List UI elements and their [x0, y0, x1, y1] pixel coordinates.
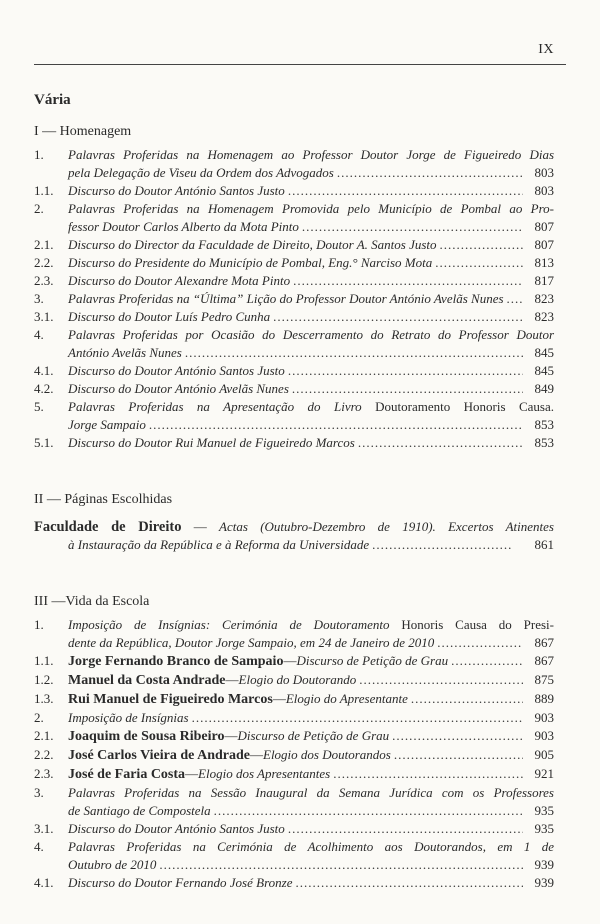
- entry-title: Discurso do Doutor Rui Manuel de Figueiredo Marcos: [68, 435, 355, 450]
- entry-body: [68, 690, 554, 709]
- entry-line: [68, 344, 554, 362]
- entry-bold-name: Manuel da Costa Andrade: [68, 673, 226, 688]
- entry-dash: —: [272, 691, 286, 706]
- entry-line: [68, 856, 554, 874]
- entry-number: 3.1.: [34, 309, 54, 324]
- entry-line: [68, 416, 554, 434]
- entry-body: [68, 838, 554, 874]
- entry-bold-name: Joaquim de Sousa Ribeiro: [68, 729, 225, 744]
- entry-line: [68, 671, 554, 690]
- entry-bold-name: Jorge Fernando Branco de Sampaio: [68, 654, 284, 669]
- entry-body: [68, 727, 554, 746]
- entry-number: 2.3.: [34, 766, 54, 781]
- entry-title: António Avelãs Nunes: [68, 345, 182, 360]
- entry-line: [68, 290, 554, 308]
- entry-dash: —: [283, 653, 297, 668]
- entry-line: [68, 164, 554, 182]
- section-heading: III —Vida da Escola: [34, 594, 150, 609]
- leader-dots: [149, 416, 523, 434]
- entry-page: 905: [534, 747, 554, 762]
- entry-title: Imposição de Insígnias: [68, 710, 189, 725]
- toc-entry: [34, 746, 554, 765]
- entry-number: 3.1.: [34, 821, 54, 836]
- toc-entry: [34, 671, 554, 690]
- leader-dots: [451, 652, 523, 670]
- leader-dots: [337, 164, 523, 182]
- leader-dots: [392, 727, 523, 745]
- entry-body: [68, 326, 554, 362]
- entry-line: [68, 727, 554, 746]
- entry-body: [68, 616, 554, 652]
- entry-dash: —: [185, 766, 199, 781]
- entry-page: 807: [534, 219, 554, 234]
- table-of-contents: [34, 92, 554, 892]
- leader-dots: [411, 690, 523, 708]
- section-entries: [34, 616, 554, 892]
- entry-line: [68, 709, 554, 727]
- entry-page: 823: [534, 291, 554, 306]
- leader-dots: [302, 218, 523, 236]
- entry-page: 867: [534, 635, 554, 650]
- section-heading: II — Páginas Escolhidas: [34, 492, 173, 507]
- toc-entry: [34, 200, 554, 236]
- entry-body: [68, 308, 554, 326]
- entry-body: [68, 380, 554, 398]
- entry-body: [68, 272, 554, 290]
- leader-dots: [159, 856, 523, 874]
- toc-entry: [34, 838, 554, 874]
- toc-entry: [34, 784, 554, 820]
- leader-dots: [185, 344, 523, 362]
- entry-number: 4.2.: [34, 381, 54, 396]
- leader-dots: [507, 290, 523, 308]
- leader-dots: [333, 765, 523, 783]
- entry-bold-name: Faculdade de Direito: [34, 519, 182, 535]
- entry-number: 5.: [34, 399, 44, 414]
- leader-dots: [394, 746, 523, 764]
- entry-title: dente da República, Doutor Jorge Sampaio, em 24 de Janeiro de 2010: [68, 635, 435, 650]
- entry-body: [68, 254, 554, 272]
- entry-number: 2.1.: [34, 237, 54, 252]
- entry-page: 813: [534, 255, 554, 270]
- entry-page: 817: [534, 273, 554, 288]
- entry-body: [68, 709, 554, 727]
- entry-line: [68, 362, 554, 380]
- entry-number: 1.: [34, 617, 44, 632]
- toc-entry: [34, 398, 554, 434]
- entry-body: [68, 362, 554, 380]
- entry-line: [68, 652, 554, 671]
- entry-title: Actas (Outubro-Dezembro de 1910). Excertos Atinentes: [219, 519, 554, 534]
- entry-number: 2.2.: [34, 255, 54, 270]
- entry-number: 1.3.: [34, 691, 54, 706]
- entry-page: 845: [534, 363, 554, 378]
- entry-line: [68, 802, 554, 820]
- entry-line: [68, 218, 554, 236]
- entry-title: Elogio do Doutorando: [238, 672, 357, 687]
- entry-line: [68, 616, 554, 634]
- entry-dash: —: [250, 747, 263, 762]
- leader-dots: [288, 362, 523, 380]
- entry-line: [68, 784, 554, 802]
- entry-line: [68, 820, 554, 838]
- entry-title: Discurso de Petição de Grau: [237, 728, 390, 743]
- leader-dots: [273, 308, 523, 326]
- entry-title: Elogio dos Apresentantes: [198, 766, 331, 781]
- page-number: IX: [538, 42, 554, 57]
- entry-body: [68, 200, 554, 236]
- toc-entry: [34, 272, 554, 290]
- entry-line: [68, 200, 554, 218]
- entry-page: 903: [534, 728, 554, 743]
- entry-page: 935: [534, 803, 554, 818]
- entry-number: 4.1.: [34, 363, 54, 378]
- toc-entry: [34, 380, 554, 398]
- entry-number: 2.: [34, 201, 44, 216]
- entry-body: [68, 182, 554, 200]
- entry-title: Discurso do Doutor António Avelãs Nunes: [68, 381, 289, 396]
- entry-number: 2.1.: [34, 728, 54, 743]
- leader-dots: [358, 434, 523, 452]
- entry-title: Palavras Proferidas por Ocasião do Descerramento do Retrato do Professor Doutor: [68, 327, 554, 342]
- toc-entry: [34, 616, 554, 652]
- entry-body: [68, 236, 554, 254]
- entry-title: Discurso do Doutor Luís Pedro Cunha: [68, 309, 271, 324]
- entry-body: [68, 398, 554, 434]
- leader-dots: [288, 182, 523, 200]
- entry-title: Discurso do Doutor António Santos Justo: [68, 363, 285, 378]
- leader-dots: [293, 272, 523, 290]
- entry-page: 903: [534, 710, 554, 725]
- entry-title: Discurso de Petição de Grau: [296, 653, 449, 668]
- entry-title: Palavras Proferidas na Sessão Inaugural da Semana Jurídica com os Professores: [68, 785, 554, 800]
- toc-entry: [34, 727, 554, 746]
- entry-number: 2.: [34, 710, 44, 725]
- entry-page: 803: [534, 183, 554, 198]
- toc-entry: [34, 236, 554, 254]
- entry-title: Palavras Proferidas na Apresentação do Livro: [68, 399, 362, 414]
- entry-title: Elogio do Apresentante: [285, 691, 408, 706]
- entry-body: [68, 765, 554, 784]
- entry-number: 1.: [34, 147, 44, 162]
- toc-entry: [34, 765, 554, 784]
- toc-entry: [34, 709, 554, 727]
- entry-title: Palavras Proferidas na Cerimónia de Acolhimento aos Doutorandos, em 1 de: [68, 839, 554, 854]
- entry-page: 889: [534, 691, 554, 706]
- section-homenagem: [34, 124, 554, 452]
- entry-line: [68, 146, 554, 164]
- main-heading: Vária: [34, 92, 71, 108]
- entry-page: 853: [534, 435, 554, 450]
- entry-dash: —: [181, 519, 220, 534]
- entry-title: Palavras Proferidas na Homenagem Promovida pelo Município de Pombal ao Pro-: [68, 201, 554, 216]
- entry-page: 807: [534, 237, 554, 252]
- toc-entry: [34, 820, 554, 838]
- leader-dots: [359, 671, 523, 689]
- entry-line: [68, 254, 554, 272]
- entry-line: [68, 434, 554, 452]
- entry-line: [68, 182, 554, 200]
- entry-number: 3.: [34, 785, 44, 800]
- entry-number: 4.1.: [34, 875, 54, 890]
- entry-dash: —: [224, 728, 238, 743]
- entry-number: 5.1.: [34, 435, 54, 450]
- entry-line: [68, 746, 554, 765]
- entry-line: [68, 765, 554, 784]
- entry-line: [68, 838, 554, 856]
- leader-dots: [192, 709, 523, 727]
- leader-dots: [440, 236, 523, 254]
- toc-entry: [34, 652, 554, 671]
- entry-page: 921: [534, 766, 554, 781]
- section-paginas-escolhidas: [34, 492, 554, 554]
- entry-page: 935: [534, 821, 554, 836]
- entry-title: Imposição de Insígnias: Cerimónia de Doutoramento: [68, 617, 390, 632]
- entry-body: [68, 290, 554, 308]
- entry-body: [68, 784, 554, 820]
- entry-title: à Instauração da República e à Reforma da Universidade: [68, 537, 370, 552]
- entry-book-title: Doutoramento Honoris Causa.: [375, 399, 554, 414]
- entry-line: [68, 634, 554, 652]
- entry-page: 939: [534, 875, 554, 890]
- entry-body: [68, 434, 554, 452]
- entry-bold-name: José Carlos Vieira de Andrade: [68, 748, 250, 763]
- entry-number: 2.3.: [34, 273, 54, 288]
- entry-title: Palavras Proferidas na “Última” Lição do Professor Doutor António Avelãs Nunes: [68, 291, 504, 306]
- entry-title: Palavras Proferidas na Homenagem ao Professor Doutor Jorge de Figueiredo Dias: [68, 147, 554, 162]
- entry-body: [68, 671, 554, 690]
- entry-number: 1.1.: [34, 183, 54, 198]
- entry-body: [68, 146, 554, 182]
- entry-number: 1.2.: [34, 672, 54, 687]
- entry-title: Discurso do Doutor António Santos Justo: [68, 821, 285, 836]
- entry-body: [68, 874, 554, 892]
- entry-page: 875: [534, 672, 554, 687]
- entry-line: [68, 308, 554, 326]
- entry-line: [68, 326, 554, 344]
- toc-entry: [34, 326, 554, 362]
- toc-entry: [34, 362, 554, 380]
- entry-honoris: Honoris Causa do Presi-: [401, 617, 554, 632]
- section-entries: [34, 146, 554, 452]
- leader-dots: [295, 874, 523, 892]
- entry-page: 939: [534, 857, 554, 872]
- toc-entry: [34, 146, 554, 182]
- leader-dots: [214, 802, 523, 820]
- leader-dots: [435, 254, 523, 272]
- entry-body: [68, 746, 554, 765]
- leader-dots: [372, 536, 511, 554]
- section-heading: I — Homenagem: [34, 124, 132, 139]
- toc-entry: [34, 874, 554, 892]
- entry-dash: —: [225, 672, 239, 687]
- toc-entry: [34, 254, 554, 272]
- entry-line: [68, 380, 554, 398]
- entry-title: Discurso do Doutor Alexandre Mota Pinto: [68, 273, 291, 288]
- entry-page: 867: [534, 653, 554, 668]
- entry-line: [68, 690, 554, 709]
- entry-number: 4.: [34, 327, 44, 342]
- entry-page: 803: [534, 165, 554, 180]
- entry-title: de Santiago de Compostela: [68, 803, 211, 818]
- entry-page: 853: [534, 417, 554, 432]
- leader-dots: [288, 820, 523, 838]
- entry-page: 845: [534, 345, 554, 360]
- entry-number: 1.1.: [34, 653, 54, 668]
- entry-page: 861: [534, 537, 554, 552]
- entry-page: 849: [534, 381, 554, 396]
- toc-entry: [34, 182, 554, 200]
- entry-line: [68, 272, 554, 290]
- entry-bold-name: Rui Manuel de Figueiredo Marcos: [68, 692, 273, 707]
- toc-entry: [34, 518, 554, 554]
- entry-title: pela Delegação de Viseu da Ordem dos Advogados: [68, 165, 334, 180]
- entry-title: Discurso do Presidente do Município de Pombal, Eng.° Narciso Mota: [68, 255, 433, 270]
- section-vida-da-escola: [34, 594, 554, 892]
- entry-title: Outubro de 2010: [68, 857, 157, 872]
- leader-dots: [292, 380, 523, 398]
- entry-number: 4.: [34, 839, 44, 854]
- entry-bold-name: José de Faria Costa: [68, 767, 186, 782]
- entry-title: Discurso do Doutor António Santos Justo: [68, 183, 285, 198]
- entry-title: Jorge Sampaio: [68, 417, 146, 432]
- entry-number: 2.2.: [34, 747, 54, 762]
- entry-line: [68, 398, 554, 416]
- entry-title: Discurso do Doutor Fernando José Bronze: [68, 875, 293, 890]
- entry-number: 3.: [34, 291, 44, 306]
- toc-entry: [34, 690, 554, 709]
- toc-entry: [34, 308, 554, 326]
- entry-line: [68, 236, 554, 254]
- entry-line: [68, 874, 554, 892]
- toc-entry: [34, 290, 554, 308]
- header-rule: [34, 64, 566, 65]
- entry-page: 823: [534, 309, 554, 324]
- entry-title: fessor Doutor Carlos Alberto da Mota Pinto: [68, 219, 299, 234]
- entry-title: Discurso do Director da Faculdade de Direito, Doutor A. Santos Justo: [68, 237, 437, 252]
- entry-body: [68, 820, 554, 838]
- entry-body: [68, 652, 554, 671]
- toc-entry: [34, 434, 554, 452]
- entry-title: Elogio dos Doutorandos: [263, 747, 391, 762]
- leader-dots: [437, 634, 523, 652]
